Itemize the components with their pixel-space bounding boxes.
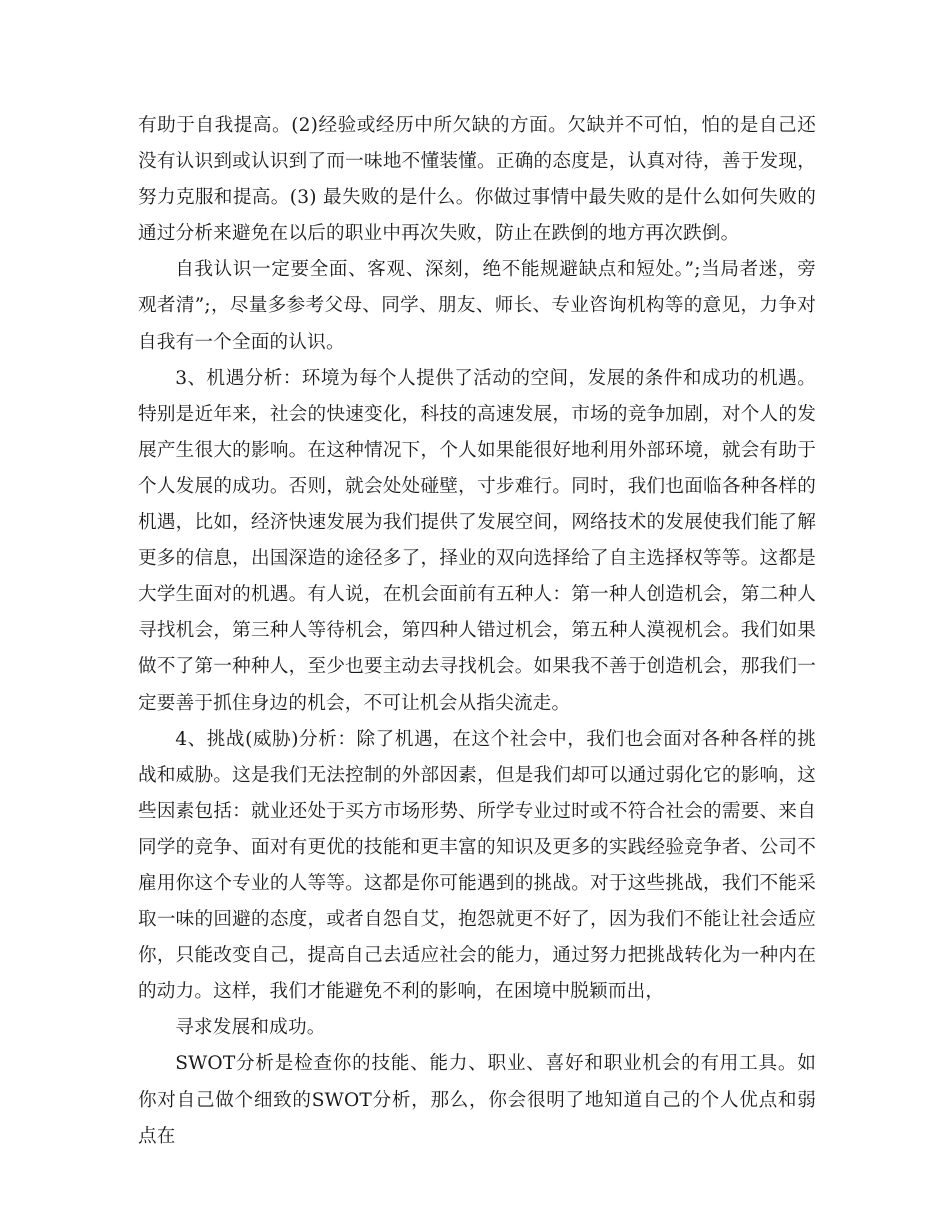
document-body (138, 108, 816, 1155)
paragraph-seek-development: 寻求发展和成功。 (175, 1017, 326, 1039)
paragraph-opportunity-analysis: 3、机遇分析：环境为每个人提供了活动的空间，发展的条件和成功的机遇。特别是近年来，社会的快速变化，科技的高速发展，市场的竞争加剧，对个人的发展产生很大的影响。在这种情况下，个人如果能很好地利用外部环境，就会有助于个人发展的成功。否则，就会处处碰壁，寸步难行。同时，我们也面临各种各样的机遇，比如，经济快速发展为我们提供了发展空间，网络技术的发展使我们能了解更多的信息，出国深造的途径多了，择业的双向选择给了自主选择权等等。这都是大学生面对的机遇。有人说，在机会面前有五种人：第一种人创造机会，第二种人寻找机会，第三种人等待机会，第四种人错过机会，第五种人漠视机会。我们如果做不了第一种种人，至少也要主动去寻找机会。如果我不善于创造机会，那我们一定要善于抓住身边的机会，不可让机会从指尖流走。 (138, 367, 816, 714)
paragraph-self-awareness: 自我认识一定要全面、客观、深刻，绝不能规避缺点和短处。”;当局者迷，旁观者清”;，尽量多参考父母、同学、朋友、师长、专业咨询机构等的意见，力争对自我有一个全面的认识。 (138, 259, 816, 353)
paragraph-continued: 有助于自我提高。(2)经验或经历中所欠缺的方面。欠缺并不可怕，怕的是自己还没有认识到或认识到了而一味地不懂装懂。正确的态度是，认真对待，善于发现，努力克服和提高。(3) 最失败的是什么。你做过事情中最失败的是什么如何失败的通过分析来避免在以后的职业中再次失败，防止在跌倒的地方再次跌倒。 (138, 115, 816, 245)
paragraph-swot-tool: SWOT分析是检查你的技能、能力、职业、喜好和职业机会的有用工具。如你对自己做个细致的SWOT分析，那么，你会很明了地知道自己的个人优点和弱点在 (138, 1053, 816, 1147)
paragraph-threat-analysis: 4、挑战(威胁)分析：除了机遇，在这个社会中，我们也会面对各种各样的挑战和威胁。这是我们无法控制的外部因素，但是我们却可以通过弱化它的影响，这些因素包括：就业还处于买方市场形势、所学专业过时或不符合社会的需要、来自同学的竞争、面对有更优的技能和更丰富的知识及更多的实践经验竞争者、公司不雇用你这个专业的人等等。这都是你可能遇到的挑战。对于这些挑战，我们不能采取一味的回避的态度，或者自怨自艾，抱怨就更不好了，因为我们不能让社会适应你，只能改变自己，提高自己去适应社会的能力，通过努力把挑战转化为一种内在的动力。这样，我们才能避免不利的影响，在困境中脱颖而出， (138, 728, 816, 1003)
